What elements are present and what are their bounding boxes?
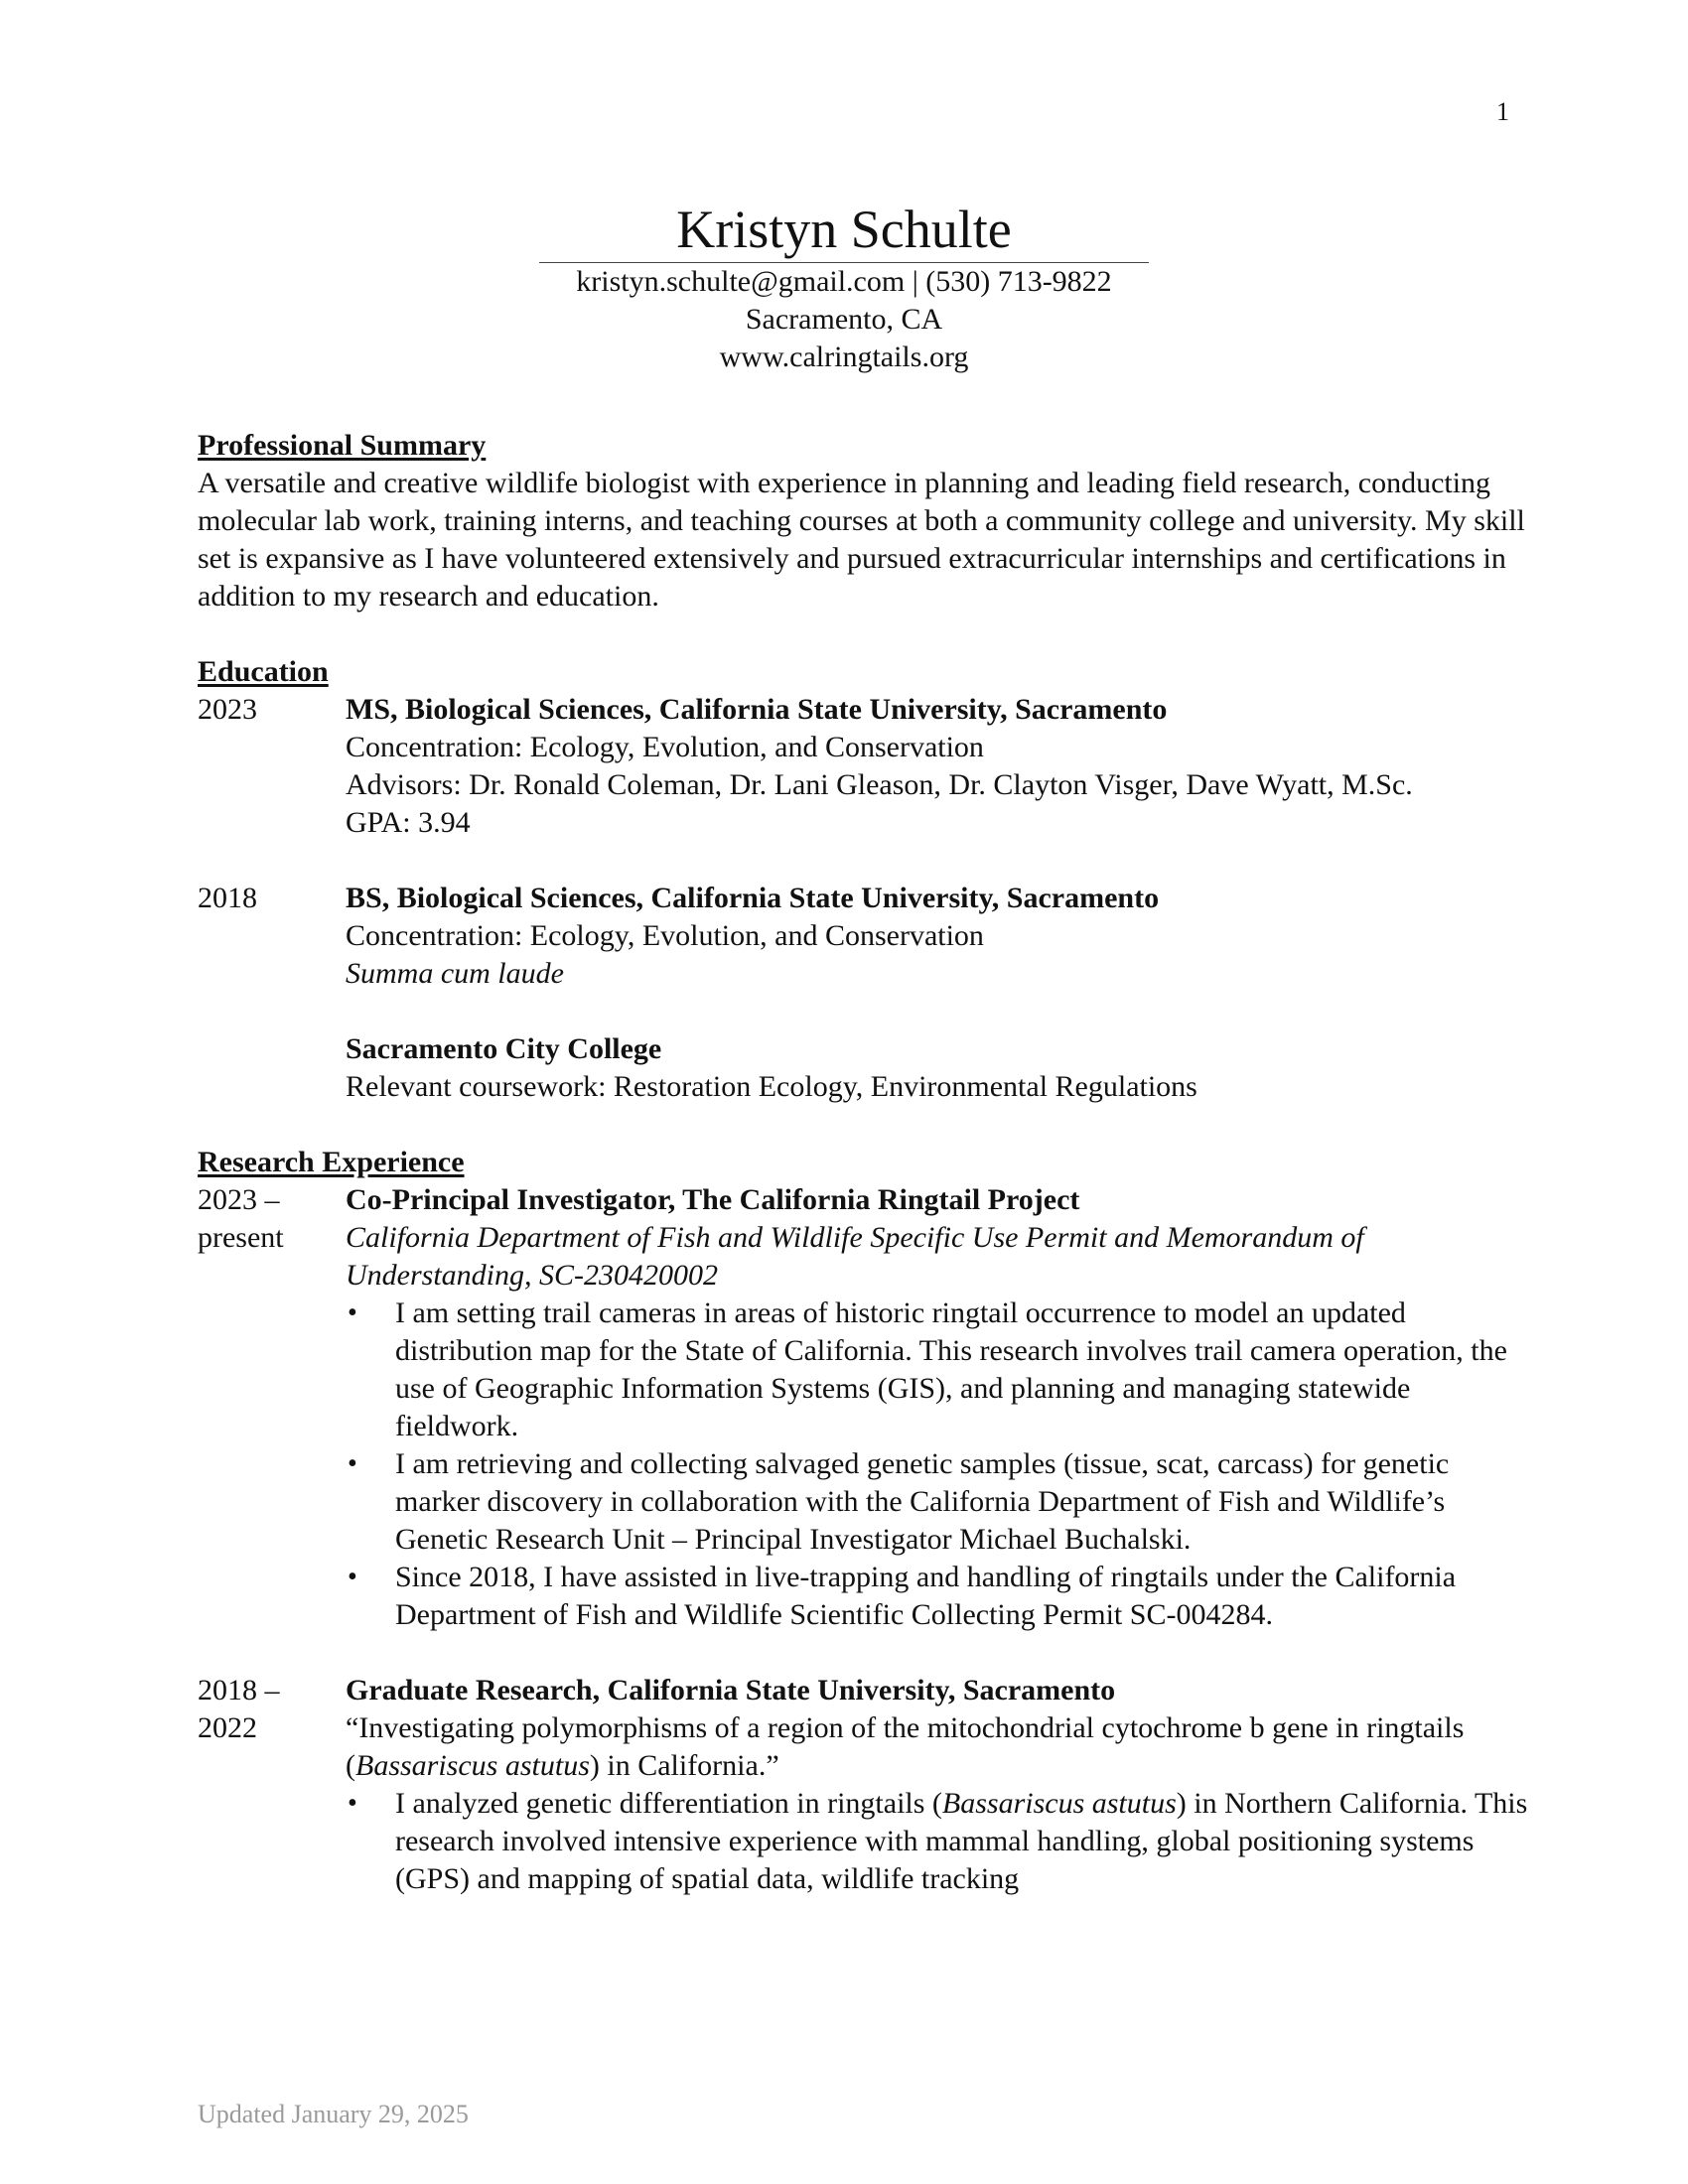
date-start: 2023 – <box>198 1183 280 1216</box>
date-end: present <box>198 1221 284 1254</box>
coursework: Relevant coursework: Restoration Ecology, Environmental Regulations <box>346 1070 1197 1103</box>
thesis-title <box>346 1709 1528 1785</box>
entry-date <box>198 1672 346 1898</box>
resume-body <box>198 427 1528 1898</box>
education-entry-bs <box>198 880 1528 1106</box>
role-title: Graduate Research, California State University, Sacramento <box>346 1674 1116 1706</box>
concentration: Concentration: Ecology, Evolution, and Conservation <box>346 731 984 763</box>
bullet-item: • Since 2018, I have assisted in live-trapping and handling of ringtails under the California Department of Fish and Wildlife Scientific Collecting Permit SC-004284. <box>346 1559 1528 1634</box>
resume-header <box>0 199 1688 376</box>
bullet-list <box>346 1785 1528 1898</box>
bullet-list <box>346 1295 1528 1634</box>
section-title-research: Research Experience <box>198 1146 465 1178</box>
degree-title: MS, Biological Sciences, California State University, Sacramento <box>346 693 1168 726</box>
candidate-name: Kristyn Schulte <box>539 199 1148 263</box>
honors: Summa cum laude <box>346 957 564 990</box>
bullet-text: ) in Northern California. This research involved intensive experience with mammal handling, global positioning systems (GPS) and mapping of spatial data, wildlife tracking <box>395 1787 1528 1895</box>
research-entry-ringtail <box>198 1181 1528 1634</box>
entry-date: 2023 <box>198 693 257 726</box>
permit-info: California Department of Fish and Wildlife Specific Use Permit and Memorandum of Understanding, SC-230420002 <box>346 1221 1364 1292</box>
section-title-education: Education <box>198 655 329 688</box>
research-entry-graduate <box>198 1672 1528 1898</box>
species-name: Bassariscus astutus <box>941 1787 1177 1820</box>
role-title: Co-Principal Investigator, The California Ringtail Project <box>346 1183 1080 1216</box>
degree-title: BS, Biological Sciences, California State University, Sacramento <box>346 882 1160 914</box>
location: Sacramento, CA <box>745 303 943 336</box>
website-link[interactable]: www.calringtails.org <box>719 341 969 373</box>
bullet-item <box>346 1785 1528 1898</box>
bullet-text: I analyzed genetic differentiation in ringtails ( <box>395 1787 942 1820</box>
bullet-item: • I am setting trail cameras in areas of historic ringtail occurrence to model an updated distribution map for the State of California. This research involves trail camera operation, the use of Geographic Information Systems (GIS), and planning and managing statewide fieldwork. <box>346 1295 1528 1445</box>
footer-updated: Updated January 29, 2025 <box>198 2100 469 2128</box>
date-start: 2018 – <box>198 1674 280 1706</box>
page-number: 1 <box>1496 97 1509 126</box>
school-name: Sacramento City College <box>346 1032 662 1065</box>
thesis-text: “Investigating polymorphisms of a region of the mitochondrial cytochrome b gene in ringtails ( <box>346 1711 1465 1782</box>
bullet-item: • I am retrieving and collecting salvaged genetic samples (tissue, scat, carcass) for genetic marker discovery in collaboration with the California Department of Fish and Wildlife’s Genetic Research Unit – Principal Investigator Michael Buchalski. <box>346 1445 1528 1559</box>
gpa: GPA: 3.94 <box>346 806 471 839</box>
date-end: 2022 <box>198 1711 257 1744</box>
contact-info: kristyn.schulte@gmail.com | (530) 713-9822 <box>576 265 1112 298</box>
species-name: Bassariscus astutus <box>355 1749 590 1782</box>
summary-text: A versatile and creative wildlife biologist with experience in planning and leading field research, conducting molecular lab work, training interns, and teaching courses at both a community college and university. My skill set is expansive as I have volunteered extensively and pursued extracurricular internships and certifications in addition to my research and education. <box>198 467 1525 613</box>
concentration: Concentration: Ecology, Evolution, and Conservation <box>346 919 984 952</box>
section-title-summary: Professional Summary <box>198 429 487 462</box>
thesis-text: ) in California.” <box>589 1749 779 1782</box>
entry-date <box>198 1181 346 1634</box>
education-entry-ms <box>198 691 1528 842</box>
advisors: Advisors: Dr. Ronald Coleman, Dr. Lani Gleason, Dr. Clayton Visger, Dave Wyatt, M.Sc. <box>346 768 1413 801</box>
entry-date: 2018 <box>198 882 257 914</box>
